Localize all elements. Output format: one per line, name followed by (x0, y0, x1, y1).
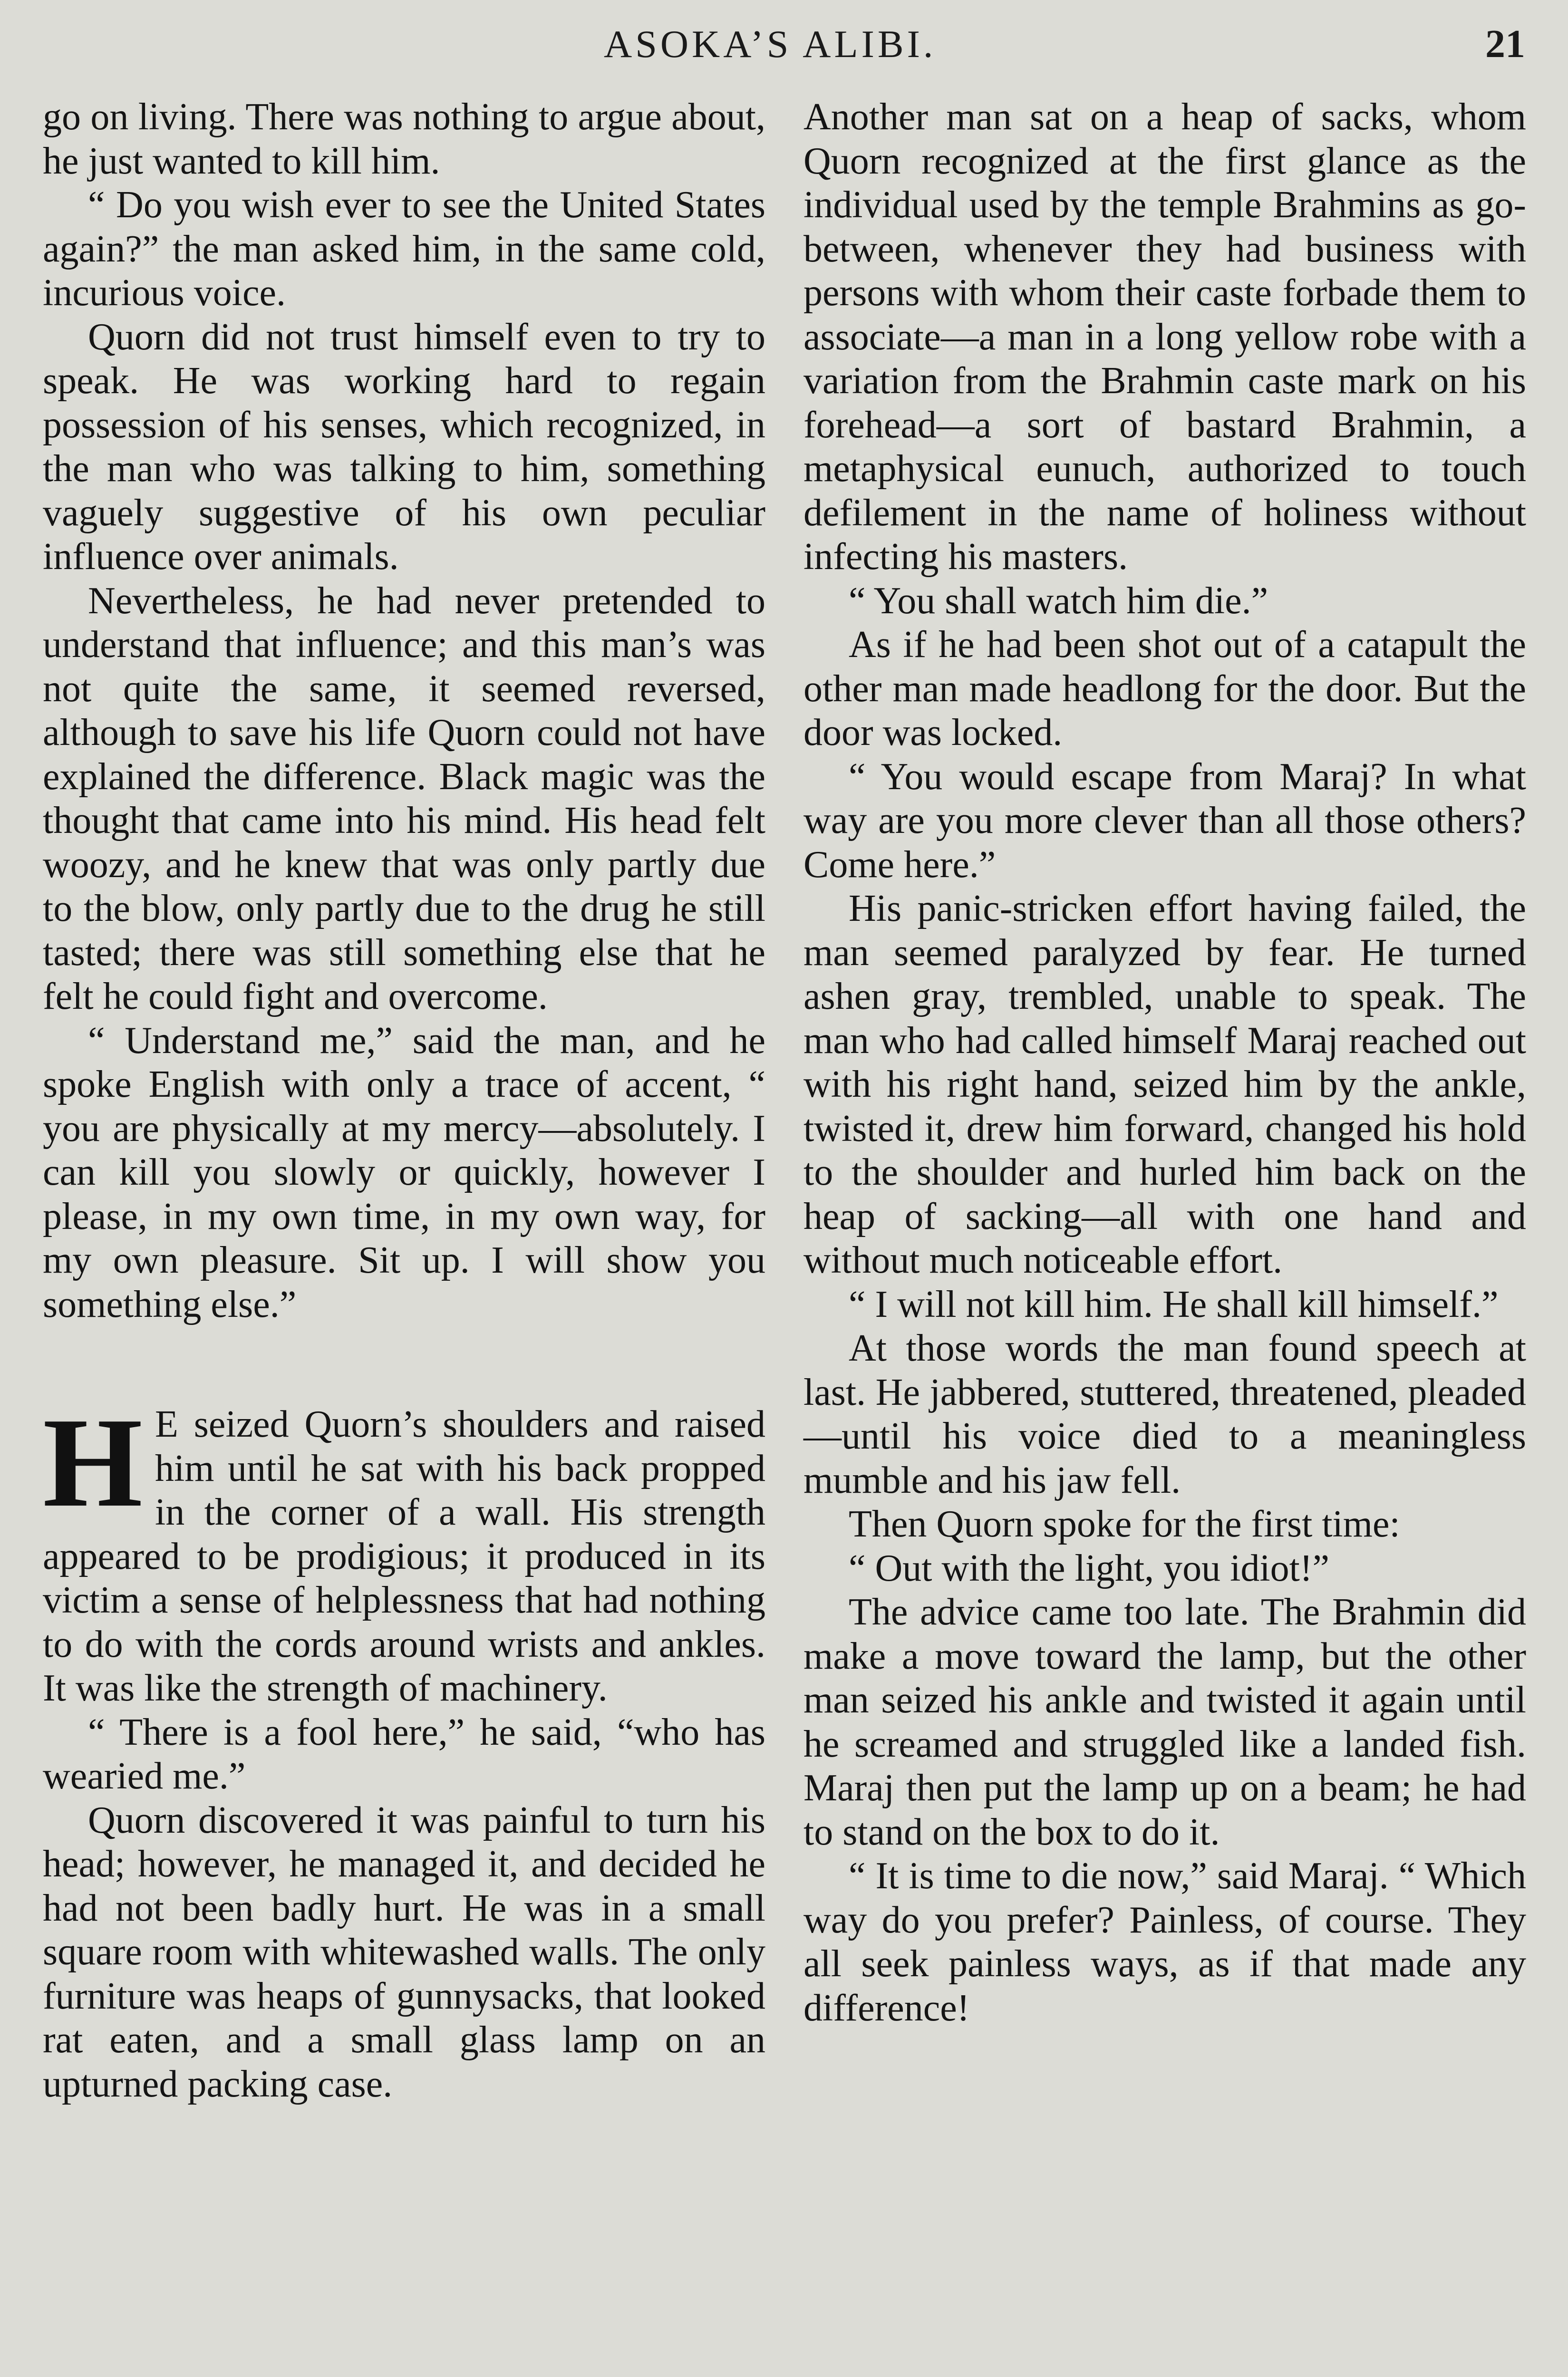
paragraph: The advice came too late. The Brahmin did make a move toward the lamp, but the other man seized his ankle and twisted it again until he screamed and struggled like a landed fish. Maraj then put the lamp up on a beam; he had to stand on the box to do it. (803, 1591, 1526, 1853)
section-break (43, 1326, 765, 1402)
paragraph: “ Understand me,” said the man, and he spoke English with only a trace of accent, “ you are physically at my mercy—absolutely. I can kill you slowly or quickly, however I please, in my own time, in my own way, for my own pleasure. Sit up. I will show you something else.” (43, 1019, 765, 1325)
paragraph: His panic-stricken effort having failed, the man seemed paralyzed by fear. He turned ashen gray, trembled, unable to speak. The man who had called himself Maraj reached out with his right hand, seized him by the ankle, twisted it, drew him forward, changed his hold to the shoulder and hurled him back on the heap of sacking—all with one hand and without much noticeable effort. (803, 888, 1526, 1281)
drop-cap-paragraph (43, 1391, 765, 1710)
paragraph: Another man sat on a heap of sacks, whom Quorn recognized at the first glance as the individual used by the temple Brahmins as go-between, whenever they had business with persons with whom their caste forbade them to associate—a man in a long yellow robe with a variation from the Brahmin caste mark on his forehead—a sort of bastard Brahmin, a metaphysical eunuch, authorized to touch defilement in the name of holiness without infecting his masters. (803, 96, 1526, 578)
left-column (43, 95, 765, 2106)
drop-cap: H (43, 1391, 143, 1534)
paragraph: “ Do you wish ever to see the United States again?” the man asked him, in the same cold, incurious voice. (43, 184, 765, 314)
page-number: 21 (1485, 22, 1525, 66)
paragraph: As if he had been shot out of a catapult the other man made headlong for the door. But the door was locked. (803, 624, 1526, 754)
paragraph: “ I will not kill him. He shall kill himself.” (849, 1283, 1499, 1325)
paragraph: go on living. There was nothing to argue about, he just wanted to kill him. (43, 96, 765, 182)
paragraph: Quorn discovered it was painful to turn his head; however, he managed it, and decided he had not been badly hurt. He was in a small square room with whitewashed walls. The only furniture was heaps of gunnysacks, that looked rat eaten, and a small glass lamp on an upturned packing case. (43, 1799, 765, 2105)
paragraph: “ You would escape from Maraj? In what way are you more clever than all those others? Come here.” (803, 755, 1526, 886)
paragraph: At those words the man found speech at last. He jabbered, stuttered, threatened, pleaded—until his voice died to a meaningless mumble and his jaw fell. (803, 1327, 1526, 1501)
paragraph: Quorn did not trust himself even to try to speak. He was working hard to regain possession of his senses, which recognized, in the man who was talking to him, something vaguely suggestive of his own peculiar influence over animals. (43, 316, 765, 578)
drop-cap-paragraph-text: E seized Quorn’s shoulders and raised him until he sat with his back propped in the corner of a wall. His strength appeared to be prodigious; it produced in its victim a sense of helplessness that had nothing to do with the cords around wrists and ankles. It was like the strength of machinery. (43, 1403, 765, 1709)
paragraph: “ You shall watch him die.” (849, 580, 1268, 622)
page-header (0, 18, 1568, 70)
right-column (803, 95, 1526, 2030)
paragraph: Then Quorn spoke for the first time: (849, 1503, 1400, 1545)
paragraph: Nevertheless, he had never pretended to understand that influence; and this man’s was not quite the same, it seemed reversed, although to save his life Quorn could not have explained the difference. Black magic was the thought that came into his mind. His head felt woozy, and he knew that was only partly due to the blow, only partly due to the drug he still tasted; there was still something else that he felt he could fight and overcome. (43, 580, 765, 1017)
paragraph: “ Out with the light, you idiot!” (849, 1547, 1329, 1589)
running-title: ASOKA’S ALIBI. (604, 22, 937, 66)
paragraph: “ There is a fool here,” he said, “who has wearied me.” (43, 1711, 765, 1797)
paragraph: “ It is time to die now,” said Maraj. “ Which way do you prefer? Painless, of course. They all seek painless ways, as if that made any difference! (803, 1855, 1526, 2029)
